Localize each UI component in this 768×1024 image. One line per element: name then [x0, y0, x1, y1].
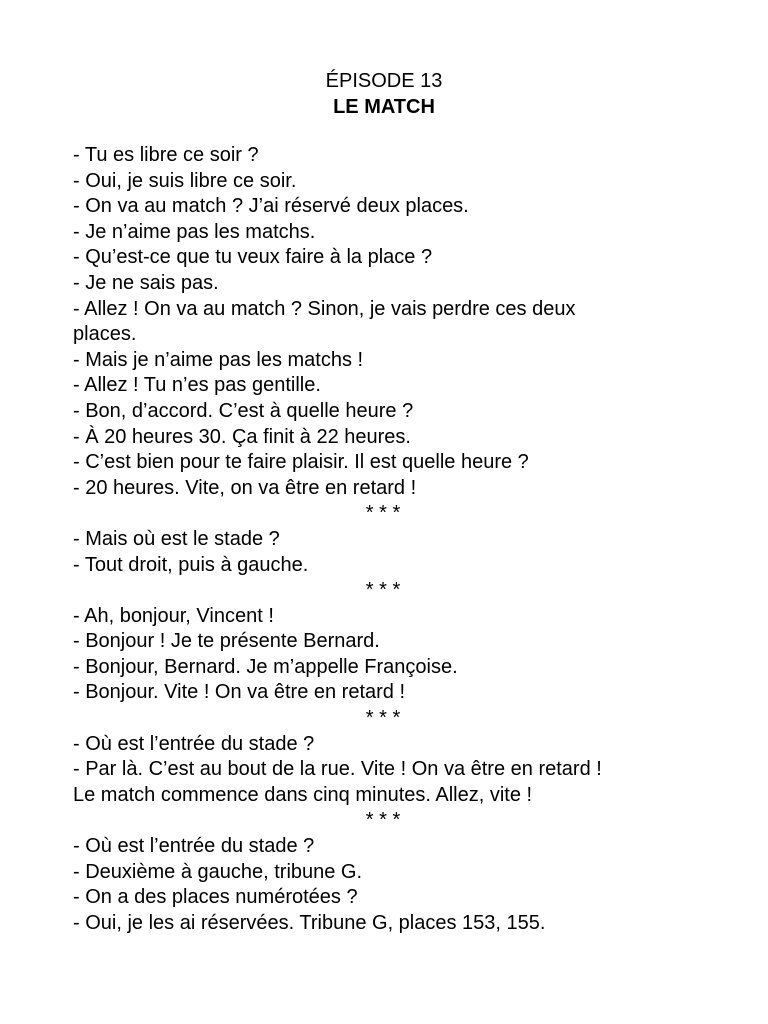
dialogue-line: - Où est l’entrée du stade ?	[73, 732, 315, 755]
dialogue-line: - C’est bien pour te faire plaisir. Il est quelle heure ?	[73, 451, 529, 474]
dialogue-line: - Deuxième à gauche, tribune G.	[73, 860, 363, 883]
dialogue-line: - À 20 heures 30. Ça finit à 22 heures.	[73, 425, 411, 448]
dialogue-line: - Bonjour, Bernard. Je m’appelle Françoise.	[73, 655, 458, 678]
document-title: LE MATCH	[333, 96, 435, 118]
dialogue-line: places.	[73, 323, 137, 346]
section-separator: * * *	[365, 707, 401, 730]
dialogue-line: - On a des places numérotées ?	[73, 886, 358, 909]
dialogue-line: - Bonjour. Vite ! On va être en retard !	[73, 681, 406, 704]
dialogue-line: - Où est l’entrée du stade ?	[73, 835, 315, 858]
dialogue-line: - Par là. C’est au bout de la rue. Vite ! On va être en retard !	[73, 758, 602, 781]
dialogue-line: Le match commence dans cinq minutes. Allez, vite !	[73, 783, 533, 806]
section-separator: * * *	[365, 809, 401, 832]
section-separator: * * *	[365, 502, 401, 525]
dialogue-line: - Ah, bonjour, Vincent !	[73, 604, 274, 627]
document-header	[0, 68, 768, 120]
dialogue-line: - Je ne sais pas.	[73, 271, 219, 294]
episode-heading: ÉPISODE 13	[325, 70, 443, 92]
dialogue-line: - Bon, d’accord. C’est à quelle heure ?	[73, 399, 414, 422]
dialogue-line: - Allez ! Tu n’es pas gentille.	[73, 374, 321, 397]
dialogue-line: - Qu’est-ce que tu veux faire à la place ?	[73, 246, 433, 269]
dialogue-line: - 20 heures. Vite, on va être en retard !	[73, 476, 417, 499]
dialogue-line: - Oui, je suis libre ce soir.	[73, 169, 297, 192]
dialogue-line: - Mais je n’aime pas les matchs !	[73, 348, 364, 371]
dialogue-line: - Allez ! On va au match ? Sinon, je vais perdre ces deux	[73, 297, 576, 320]
dialogue-line: - Mais où est le stade ?	[73, 527, 280, 550]
dialogue-line: - Je n’aime pas les matchs.	[73, 220, 316, 243]
dialogue-body	[73, 143, 713, 936]
dialogue-line: - Bonjour ! Je te présente Bernard.	[73, 630, 380, 653]
dialogue-line: - Oui, je les ai réservées. Tribune G, places 153, 155.	[73, 911, 546, 934]
dialogue-line: - Tu es libre ce soir ?	[73, 144, 259, 166]
dialogue-line: - On va au match ? J’ai réservé deux places.	[73, 195, 469, 218]
section-separator: * * *	[365, 579, 401, 602]
dialogue-line: - Tout droit, puis à gauche.	[73, 553, 309, 576]
